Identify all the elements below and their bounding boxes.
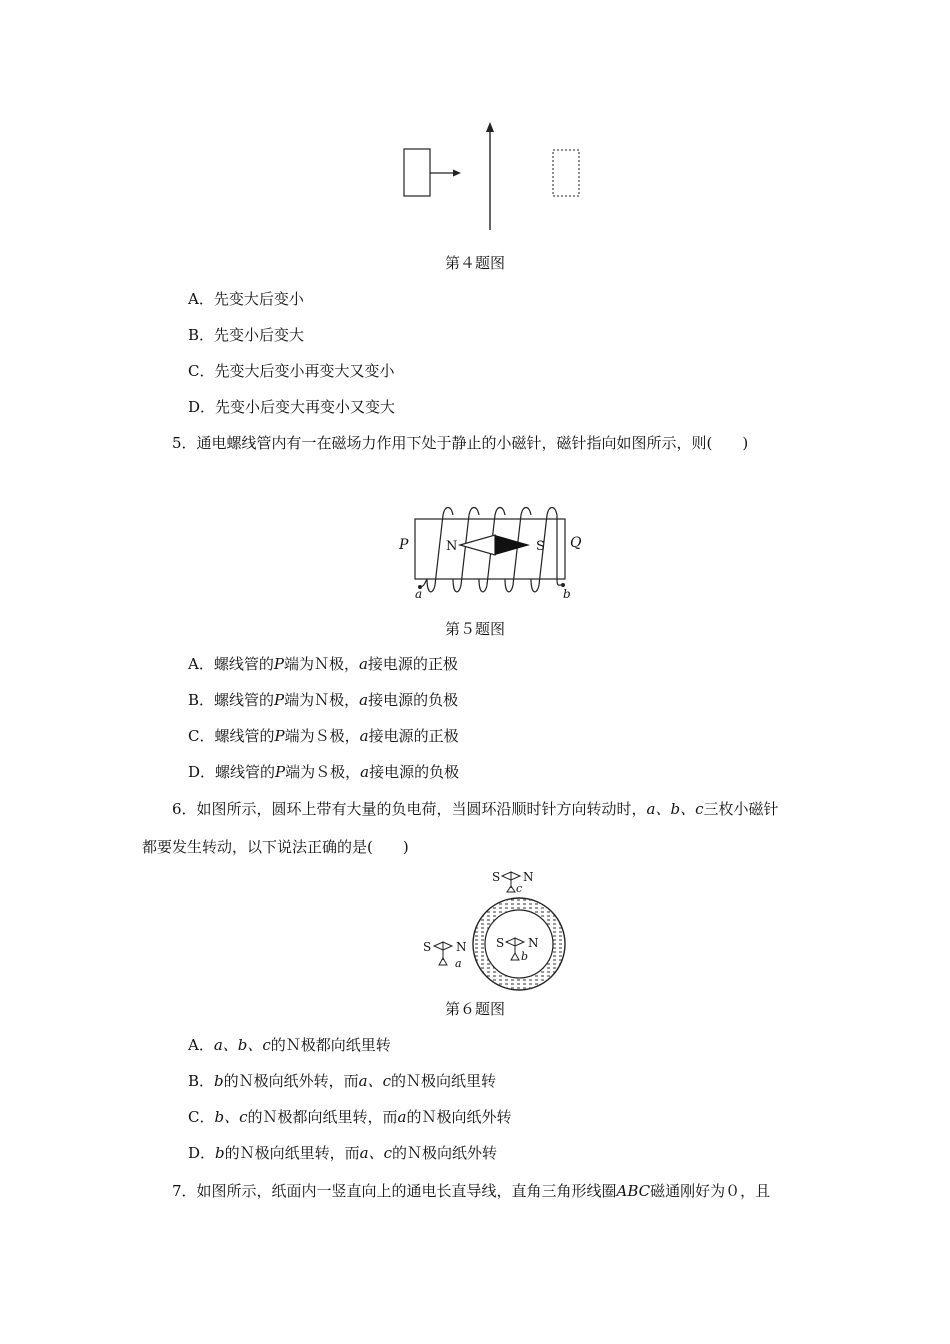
question-5-stem: 5．通电螺线管内有一在磁场力作用下处于静止的小磁针，磁针指向如图所示，则( ) [172,434,749,452]
option-c-q4[interactable]: C．先变大后变小再变大又变小 [188,362,395,380]
option-b-q6[interactable]: B．b的Ｎ极向纸外转，而a、c的Ｎ极向纸里转 [188,1072,497,1090]
figure-q5 [395,505,595,600]
option-b-q4[interactable]: B．先变小后变大 [188,326,305,344]
option-a-q5[interactable]: A．螺线管的P端为Ｎ极，a接电源的正极 [188,655,458,673]
needle-c-n-label: N [523,870,534,884]
option-c-q5[interactable]: C．螺线管的P端为Ｓ极，a接电源的正极 [188,727,459,745]
needle-c-label: c [516,882,523,895]
option-d-q5[interactable]: D．螺线管的P端为Ｓ极，a接电源的负极 [188,763,460,781]
coil-rect [404,149,430,196]
question-7-stem: 7．如图所示，纸面内一竖直向上的通电长直导线，直角三角形线圈ABC磁通刚好为０，且 [172,1182,771,1200]
label-n: N [446,539,458,554]
needle-south-half [495,535,530,555]
figure-caption-q5: 第５题图 [444,620,505,638]
needle-b-label: b [521,950,529,963]
current-arrowhead [486,122,494,132]
needle-a-label: a [455,957,462,970]
label-b: b [563,587,571,600]
figure-q4 [395,118,595,236]
needle-a-n-label: N [456,940,467,954]
label-s: S [536,539,545,554]
option-a-q4[interactable]: A．先变大后变小 [188,290,304,308]
question-6-stem-line2: 都要发生转动，以下说法正确的是( ) [142,838,409,856]
needle-b-s-label: S [496,936,505,950]
figure-caption-q4: 第４题图 [444,254,505,272]
needle-a-s-label: S [423,940,432,954]
coil-final-position [553,150,579,196]
motion-arrowhead [453,170,461,177]
figure-q6 [420,862,580,994]
label-a: a [415,587,423,600]
label-p: P [399,537,409,553]
needle-a [434,942,452,965]
label-q: Q [570,535,582,551]
option-c-q6[interactable]: C．b、c的Ｎ极都向纸里转，而a的Ｎ极向纸外转 [188,1108,512,1126]
needle-b-n-label: N [528,936,539,950]
option-d-q4[interactable]: D．先变小后变大再变小又变大 [188,398,396,416]
needle-c-s-label: S [492,870,501,884]
option-a-q6[interactable]: A．a、b、c的Ｎ极都向纸里转 [188,1036,391,1054]
figure-caption-q6: 第６题图 [444,1000,505,1018]
option-d-q6[interactable]: D．b的Ｎ极向纸里转，而a、c的Ｎ极向纸外转 [188,1144,498,1162]
question-6-stem-line1: 6．如图所示，圆环上带有大量的负电荷，当圆环沿顺时针方向转动时，a、b、c三枚小磁针 [172,800,779,818]
option-b-q5[interactable]: B．螺线管的P端为Ｎ极，a接电源的负极 [188,691,459,709]
